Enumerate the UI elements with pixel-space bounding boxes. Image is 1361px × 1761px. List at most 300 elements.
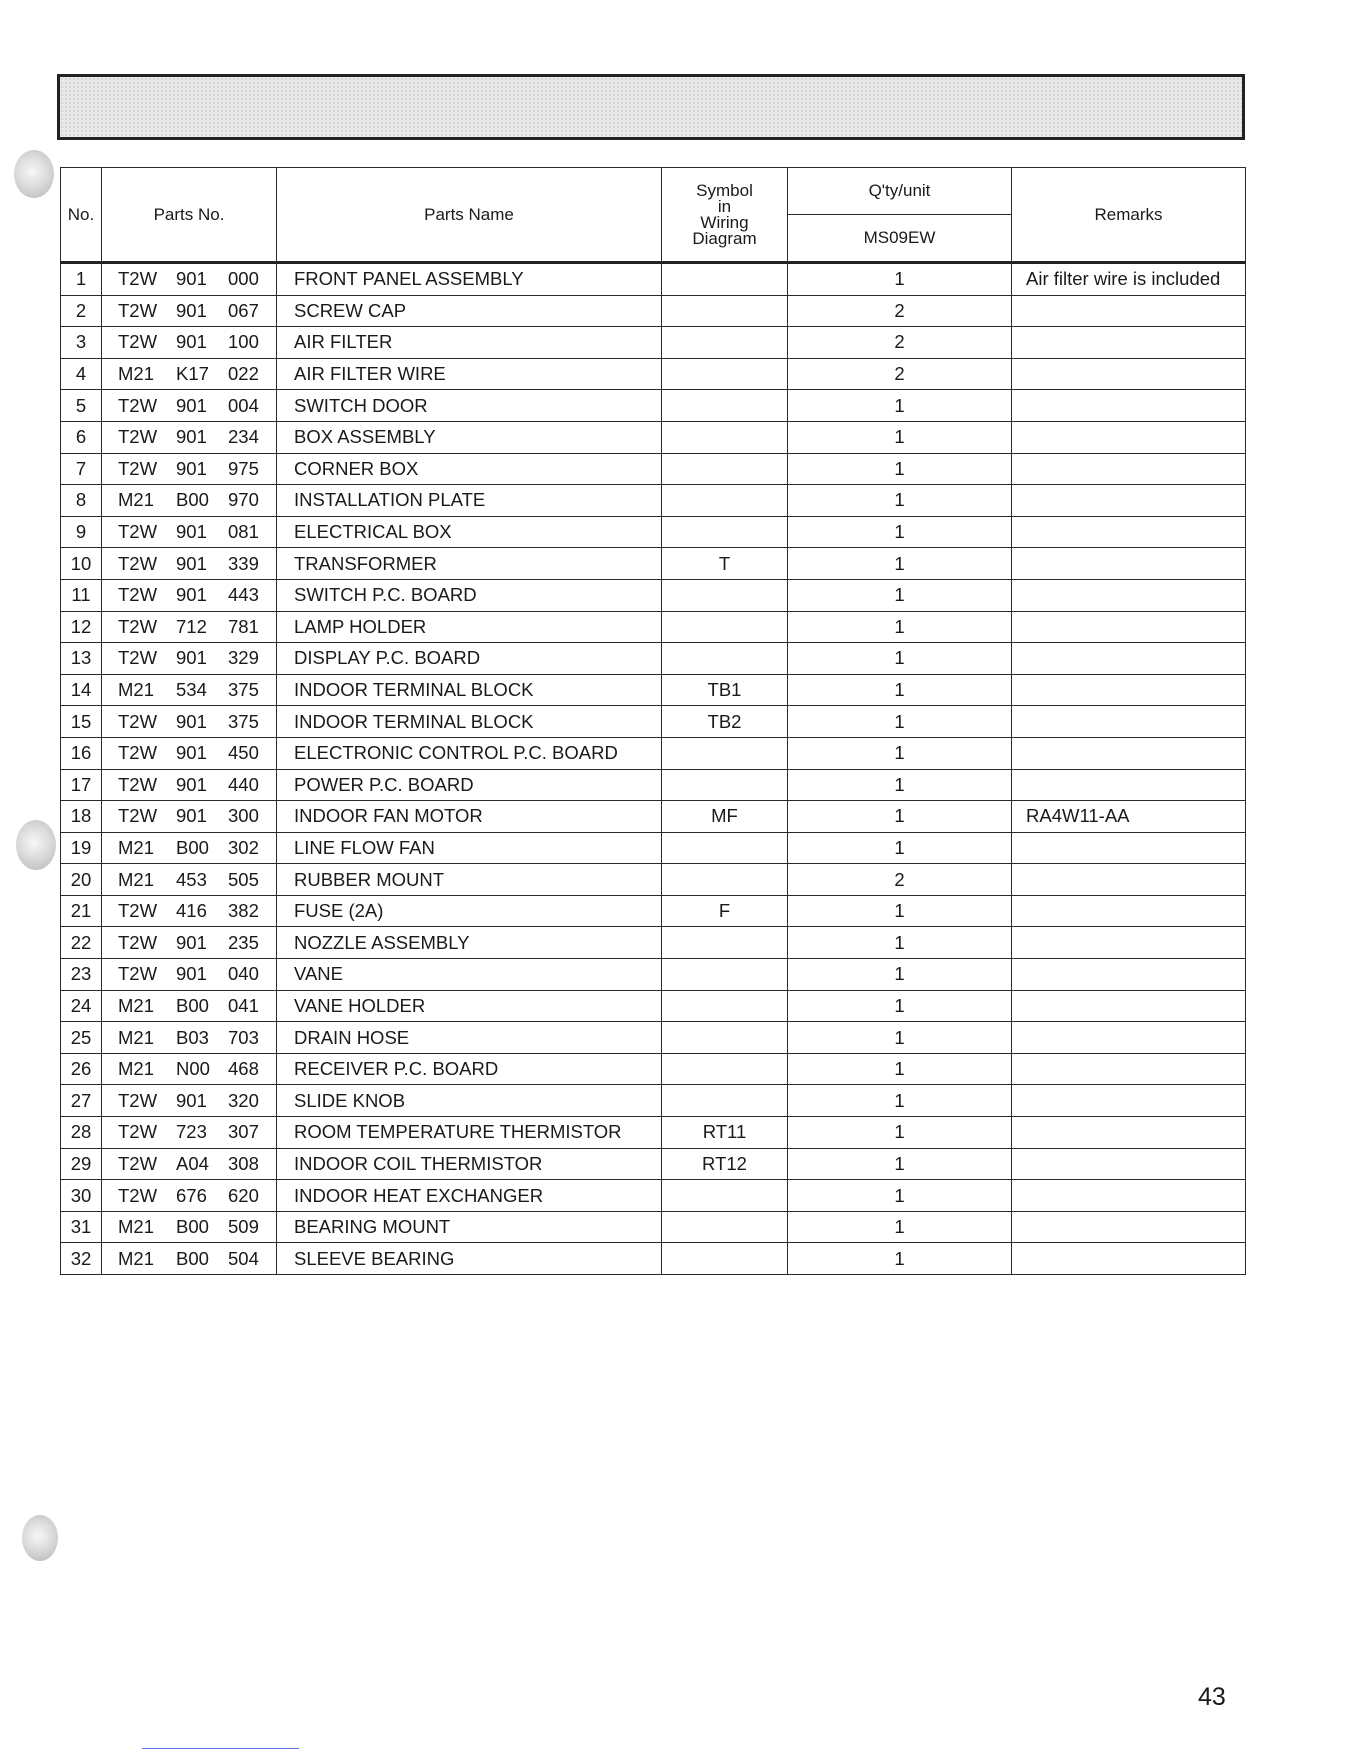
cell-no: 22 (61, 927, 102, 959)
parts-no-segment: M21 (118, 1216, 154, 1238)
parts-no-segment: 901 (176, 742, 207, 764)
parts-no-segment: 901 (176, 584, 207, 606)
header-symbol-line: Symbol (696, 180, 753, 200)
cell-remarks (1012, 295, 1246, 327)
cell-parts-no (102, 390, 277, 422)
cell-remarks (1012, 959, 1246, 991)
cell-parts-no (102, 769, 277, 801)
parts-no-segment: B00 (176, 1216, 209, 1238)
cell-no: 2 (61, 295, 102, 327)
cell-qty: 1 (788, 801, 1012, 833)
cell-parts-no (102, 737, 277, 769)
parts-no-segment: 781 (228, 615, 259, 637)
cell-qty: 1 (788, 1180, 1012, 1212)
cell-no: 8 (61, 485, 102, 517)
header-remarks: Remarks (1012, 168, 1246, 263)
table-row (61, 1022, 1246, 1054)
parts-no-segment: 901 (176, 805, 207, 827)
cell-parts-name: BOX ASSEMBLY (277, 421, 662, 453)
cell-symbol: TB2 (662, 706, 788, 738)
cell-parts-name: INDOOR TERMINAL BLOCK (277, 706, 662, 738)
cell-qty: 1 (788, 453, 1012, 485)
cell-no: 32 (61, 1243, 102, 1275)
parts-no-segment: T2W (118, 1089, 158, 1111)
parts-no-segment: T2W (118, 521, 158, 543)
cell-qty: 1 (788, 516, 1012, 548)
parts-no-segment: M21 (118, 489, 154, 511)
parts-no-segment: 450 (228, 742, 259, 764)
parts-no-segment: B00 (176, 994, 209, 1016)
binder-hole-top (14, 150, 54, 198)
table-row (61, 706, 1246, 738)
cell-no: 5 (61, 390, 102, 422)
cell-no: 25 (61, 1022, 102, 1054)
table-row (61, 801, 1246, 833)
cell-qty: 1 (788, 421, 1012, 453)
parts-no-segment: M21 (118, 994, 154, 1016)
table-row (61, 674, 1246, 706)
cell-parts-no (102, 1085, 277, 1117)
parts-no-segment: 712 (176, 615, 207, 637)
cell-parts-name: AIR FILTER WIRE (277, 358, 662, 390)
cell-symbol (662, 358, 788, 390)
parts-no-segment: B00 (176, 836, 209, 858)
cell-qty: 1 (788, 1148, 1012, 1180)
parts-no-segment: 901 (176, 299, 207, 321)
parts-no-segment: 723 (176, 1121, 207, 1143)
cell-parts-name: FUSE (2A) (277, 895, 662, 927)
cell-parts-no (102, 421, 277, 453)
cell-qty: 1 (788, 737, 1012, 769)
table-row (61, 421, 1246, 453)
page-number: 43 (1198, 1683, 1226, 1711)
table-row (61, 295, 1246, 327)
cell-remarks (1012, 1053, 1246, 1085)
cell-symbol (662, 295, 788, 327)
cell-parts-no (102, 579, 277, 611)
parts-no-segment: 901 (176, 268, 207, 290)
parts-no-segment: T2W (118, 931, 158, 953)
cell-remarks (1012, 390, 1246, 422)
parts-no-segment: 505 (228, 868, 259, 890)
footer-rule (142, 1748, 299, 1749)
cell-qty: 1 (788, 1022, 1012, 1054)
table-row (61, 832, 1246, 864)
cell-remarks (1012, 1148, 1246, 1180)
parts-no-segment: K17 (176, 363, 209, 385)
parts-no-segment: M21 (118, 679, 154, 701)
cell-parts-name: INDOOR FAN MOTOR (277, 801, 662, 833)
cell-parts-no (102, 706, 277, 738)
cell-remarks (1012, 1180, 1246, 1212)
parts-no-segment: B03 (176, 1026, 209, 1048)
table-row (61, 1211, 1246, 1243)
cell-parts-no (102, 548, 277, 580)
table-row (61, 327, 1246, 359)
table-row (61, 579, 1246, 611)
cell-symbol (662, 959, 788, 991)
cell-parts-no (102, 1211, 277, 1243)
parts-no-segment: 443 (228, 584, 259, 606)
parts-no-segment: T2W (118, 268, 158, 290)
cell-parts-name: RECEIVER P.C. BOARD (277, 1053, 662, 1085)
parts-no-segment: 901 (176, 552, 207, 574)
cell-symbol (662, 864, 788, 896)
cell-parts-no (102, 516, 277, 548)
parts-no-segment: A04 (176, 1152, 209, 1174)
cell-no: 24 (61, 990, 102, 1022)
cell-symbol: RT12 (662, 1148, 788, 1180)
cell-symbol: F (662, 895, 788, 927)
cell-qty: 1 (788, 990, 1012, 1022)
parts-no-segment: 970 (228, 489, 259, 511)
parts-no-segment: T2W (118, 426, 158, 448)
parts-no-segment: T2W (118, 584, 158, 606)
binder-hole-bottom (22, 1515, 58, 1561)
cell-symbol (662, 1243, 788, 1275)
parts-no-segment: 504 (228, 1247, 259, 1269)
cell-symbol: TB1 (662, 674, 788, 706)
parts-no-segment: M21 (118, 363, 154, 385)
parts-no-segment: B00 (176, 489, 209, 511)
parts-no-segment: T2W (118, 805, 158, 827)
cell-remarks (1012, 421, 1246, 453)
table-row (61, 611, 1246, 643)
parts-no-segment: T2W (118, 963, 158, 985)
cell-remarks: Air filter wire is included (1012, 263, 1246, 296)
cell-parts-no (102, 643, 277, 675)
cell-parts-name: SWITCH P.C. BOARD (277, 579, 662, 611)
cell-qty: 2 (788, 864, 1012, 896)
table-row (61, 1053, 1246, 1085)
table-row (61, 1180, 1246, 1212)
cell-parts-name: INDOOR HEAT EXCHANGER (277, 1180, 662, 1212)
cell-symbol (662, 421, 788, 453)
cell-symbol (662, 485, 788, 517)
cell-parts-no (102, 295, 277, 327)
cell-parts-name: LINE FLOW FAN (277, 832, 662, 864)
parts-no-segment: 308 (228, 1152, 259, 1174)
parts-no-segment: 468 (228, 1058, 259, 1080)
cell-remarks (1012, 1085, 1246, 1117)
parts-no-segment: 234 (228, 426, 259, 448)
cell-symbol (662, 927, 788, 959)
cell-no: 9 (61, 516, 102, 548)
parts-no-segment: 534 (176, 679, 207, 701)
cell-parts-no (102, 358, 277, 390)
parts-no-segment: 040 (228, 963, 259, 985)
cell-no: 7 (61, 453, 102, 485)
parts-no-segment: T2W (118, 742, 158, 764)
parts-no-segment: T2W (118, 552, 158, 574)
cell-parts-no (102, 832, 277, 864)
parts-no-segment: 375 (228, 710, 259, 732)
cell-remarks (1012, 674, 1246, 706)
parts-no-segment: M21 (118, 1247, 154, 1269)
cell-symbol: RT11 (662, 1117, 788, 1149)
table-row (61, 453, 1246, 485)
cell-qty: 2 (788, 358, 1012, 390)
cell-parts-no (102, 959, 277, 991)
header-symbol-line: Diagram (692, 228, 757, 248)
cell-no: 17 (61, 769, 102, 801)
cell-qty: 1 (788, 1243, 1012, 1275)
cell-qty: 1 (788, 1117, 1012, 1149)
cell-remarks (1012, 516, 1246, 548)
parts-no-segment: 022 (228, 363, 259, 385)
cell-qty: 1 (788, 769, 1012, 801)
parts-no-segment: 901 (176, 521, 207, 543)
parts-no-segment: 901 (176, 773, 207, 795)
parts-no-segment: 375 (228, 679, 259, 701)
cell-parts-no (102, 801, 277, 833)
cell-remarks (1012, 927, 1246, 959)
cell-parts-no (102, 1022, 277, 1054)
cell-no: 18 (61, 801, 102, 833)
cell-qty: 1 (788, 611, 1012, 643)
table-row (61, 769, 1246, 801)
cell-no: 10 (61, 548, 102, 580)
cell-qty: 1 (788, 643, 1012, 675)
table-row (61, 1085, 1246, 1117)
parts-no-segment: M21 (118, 868, 154, 890)
cell-symbol (662, 769, 788, 801)
cell-no: 6 (61, 421, 102, 453)
cell-no: 16 (61, 737, 102, 769)
table-row (61, 1117, 1246, 1149)
parts-no-segment: 901 (176, 963, 207, 985)
cell-remarks (1012, 485, 1246, 517)
title-band (57, 74, 1245, 140)
parts-no-segment: 235 (228, 931, 259, 953)
parts-no-segment: 000 (228, 268, 259, 290)
table-row (61, 927, 1246, 959)
cell-parts-no (102, 1243, 277, 1275)
parts-no-segment: 901 (176, 426, 207, 448)
header-symbol-line: in (717, 196, 732, 216)
cell-no: 20 (61, 864, 102, 896)
cell-no: 23 (61, 959, 102, 991)
cell-no: 31 (61, 1211, 102, 1243)
cell-parts-no (102, 263, 277, 296)
header-symbol (662, 168, 788, 263)
cell-qty: 1 (788, 1053, 1012, 1085)
parts-no-segment: 509 (228, 1216, 259, 1238)
table-row (61, 1148, 1246, 1180)
header-model: MS09EW (788, 215, 1012, 263)
cell-parts-name: DISPLAY P.C. BOARD (277, 643, 662, 675)
parts-no-segment: 081 (228, 521, 259, 543)
header-symbol-line: Wiring (700, 212, 749, 232)
cell-qty: 1 (788, 1211, 1012, 1243)
cell-parts-no (102, 1148, 277, 1180)
cell-qty: 1 (788, 706, 1012, 738)
cell-qty: 1 (788, 674, 1012, 706)
cell-parts-no (102, 453, 277, 485)
cell-parts-name: DRAIN HOSE (277, 1022, 662, 1054)
parts-no-segment: 975 (228, 457, 259, 479)
parts-no-segment: T2W (118, 1152, 158, 1174)
cell-remarks (1012, 1117, 1246, 1149)
cell-remarks (1012, 453, 1246, 485)
cell-remarks (1012, 769, 1246, 801)
cell-parts-name: VANE HOLDER (277, 990, 662, 1022)
parts-no-segment: 382 (228, 900, 259, 922)
table-row (61, 737, 1246, 769)
table-row (61, 959, 1246, 991)
cell-parts-name: SLEEVE BEARING (277, 1243, 662, 1275)
cell-no: 26 (61, 1053, 102, 1085)
cell-parts-name: VANE (277, 959, 662, 991)
parts-no-segment: M21 (118, 836, 154, 858)
cell-symbol (662, 327, 788, 359)
cell-parts-name: CORNER BOX (277, 453, 662, 485)
cell-parts-name: ELECTRONIC CONTROL P.C. BOARD (277, 737, 662, 769)
table-row (61, 895, 1246, 927)
parts-table-body (61, 263, 1246, 1275)
parts-no-segment: M21 (118, 1026, 154, 1048)
parts-no-segment: 453 (176, 868, 207, 890)
cell-no: 3 (61, 327, 102, 359)
cell-no: 27 (61, 1085, 102, 1117)
cell-parts-name: POWER P.C. BOARD (277, 769, 662, 801)
cell-parts-no (102, 327, 277, 359)
parts-no-segment: T2W (118, 1121, 158, 1143)
cell-parts-no (102, 485, 277, 517)
cell-remarks (1012, 990, 1246, 1022)
parts-no-segment: 676 (176, 1184, 207, 1206)
cell-remarks (1012, 1211, 1246, 1243)
parts-no-segment: T2W (118, 457, 158, 479)
cell-symbol (662, 611, 788, 643)
cell-no: 12 (61, 611, 102, 643)
table-row (61, 864, 1246, 896)
cell-remarks (1012, 358, 1246, 390)
cell-parts-name: LAMP HOLDER (277, 611, 662, 643)
cell-symbol (662, 579, 788, 611)
parts-no-segment: 320 (228, 1089, 259, 1111)
cell-remarks (1012, 643, 1246, 675)
parts-no-segment: 041 (228, 994, 259, 1016)
cell-parts-name: NOZZLE ASSEMBLY (277, 927, 662, 959)
parts-no-segment: N00 (176, 1058, 210, 1080)
parts-no-segment: M21 (118, 1058, 154, 1080)
parts-no-segment: 901 (176, 931, 207, 953)
table-row (61, 516, 1246, 548)
parts-no-segment: 416 (176, 900, 207, 922)
parts-no-segment: 703 (228, 1026, 259, 1048)
parts-no-segment: 307 (228, 1121, 259, 1143)
parts-no-segment: T2W (118, 331, 158, 353)
parts-no-segment: T2W (118, 710, 158, 732)
parts-no-segment: 440 (228, 773, 259, 795)
cell-parts-name: INDOOR TERMINAL BLOCK (277, 674, 662, 706)
cell-symbol (662, 643, 788, 675)
cell-parts-name: AIR FILTER (277, 327, 662, 359)
parts-no-segment: T2W (118, 615, 158, 637)
cell-no: 1 (61, 263, 102, 296)
cell-qty: 1 (788, 959, 1012, 991)
cell-qty: 1 (788, 548, 1012, 580)
cell-remarks (1012, 1022, 1246, 1054)
cell-parts-name: ELECTRICAL BOX (277, 516, 662, 548)
cell-remarks (1012, 548, 1246, 580)
cell-no: 30 (61, 1180, 102, 1212)
cell-parts-no (102, 927, 277, 959)
cell-parts-no (102, 1053, 277, 1085)
cell-parts-no (102, 990, 277, 1022)
cell-remarks (1012, 737, 1246, 769)
cell-parts-name: ROOM TEMPERATURE THERMISTOR (277, 1117, 662, 1149)
cell-qty: 1 (788, 390, 1012, 422)
cell-remarks (1012, 832, 1246, 864)
cell-parts-no (102, 1180, 277, 1212)
cell-qty: 2 (788, 327, 1012, 359)
cell-parts-name: BEARING MOUNT (277, 1211, 662, 1243)
parts-no-segment: 901 (176, 394, 207, 416)
cell-parts-name: INSTALLATION PLATE (277, 485, 662, 517)
cell-parts-no (102, 674, 277, 706)
cell-qty: 1 (788, 579, 1012, 611)
cell-remarks (1012, 895, 1246, 927)
header-qty: Q'ty/unit (788, 168, 1012, 215)
parts-no-segment: 329 (228, 647, 259, 669)
cell-qty: 1 (788, 895, 1012, 927)
parts-no-segment: T2W (118, 647, 158, 669)
table-row (61, 1243, 1246, 1275)
parts-no-segment: 302 (228, 836, 259, 858)
cell-symbol (662, 1211, 788, 1243)
cell-no: 4 (61, 358, 102, 390)
parts-no-segment: T2W (118, 394, 158, 416)
cell-symbol (662, 990, 788, 1022)
cell-parts-no (102, 864, 277, 896)
cell-symbol (662, 1022, 788, 1054)
table-row (61, 263, 1246, 296)
cell-parts-name: FRONT PANEL ASSEMBLY (277, 263, 662, 296)
cell-no: 21 (61, 895, 102, 927)
cell-parts-name: SCREW CAP (277, 295, 662, 327)
cell-qty: 1 (788, 485, 1012, 517)
parts-no-segment: 901 (176, 331, 207, 353)
parts-no-segment: T2W (118, 1184, 158, 1206)
parts-no-segment: T2W (118, 299, 158, 321)
cell-no: 29 (61, 1148, 102, 1180)
parts-table-header (61, 168, 1246, 263)
parts-no-segment: 901 (176, 457, 207, 479)
parts-no-segment: 100 (228, 331, 259, 353)
cell-parts-name: RUBBER MOUNT (277, 864, 662, 896)
cell-symbol (662, 453, 788, 485)
table-row (61, 990, 1246, 1022)
cell-symbol (662, 516, 788, 548)
parts-no-segment: T2W (118, 900, 158, 922)
cell-parts-no (102, 895, 277, 927)
cell-symbol (662, 390, 788, 422)
cell-qty: 1 (788, 1085, 1012, 1117)
header-no: No. (61, 168, 102, 263)
parts-no-segment: 300 (228, 805, 259, 827)
parts-no-segment: 004 (228, 394, 259, 416)
cell-no: 11 (61, 579, 102, 611)
cell-no: 15 (61, 706, 102, 738)
cell-qty: 1 (788, 927, 1012, 959)
parts-no-segment: 620 (228, 1184, 259, 1206)
cell-parts-name: SLIDE KNOB (277, 1085, 662, 1117)
parts-no-segment: 339 (228, 552, 259, 574)
parts-no-segment: 901 (176, 647, 207, 669)
cell-parts-name: SWITCH DOOR (277, 390, 662, 422)
